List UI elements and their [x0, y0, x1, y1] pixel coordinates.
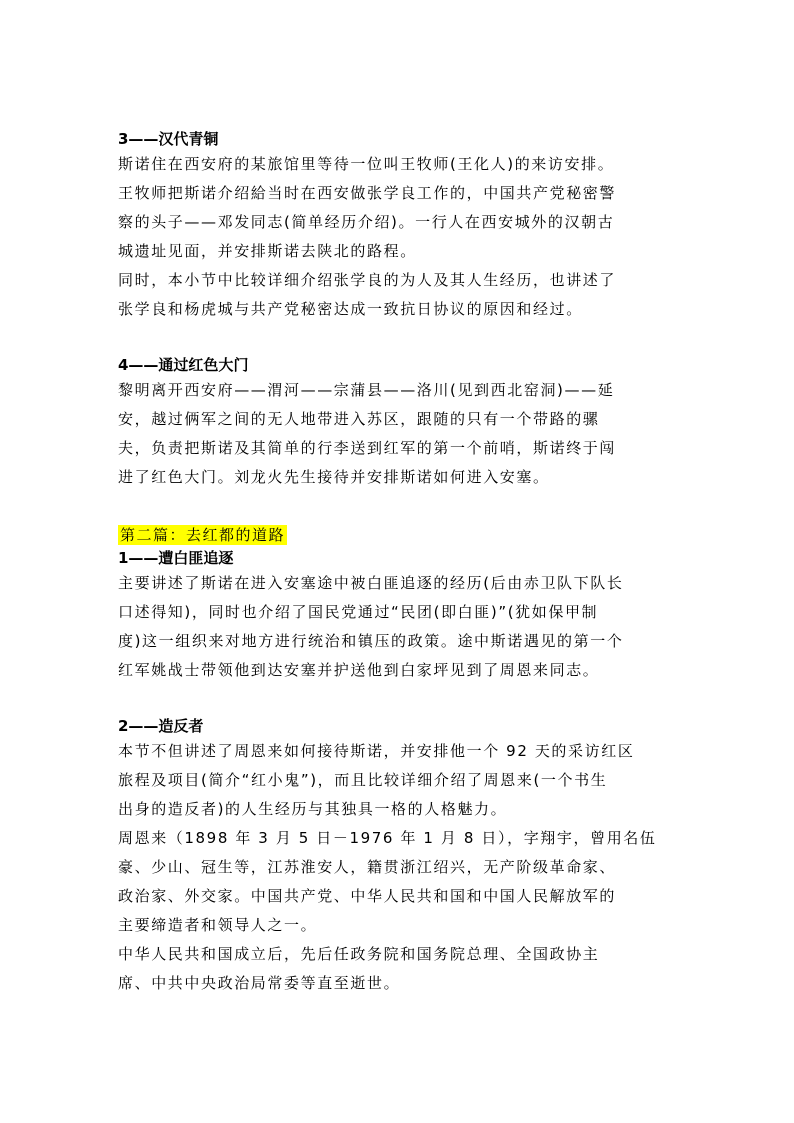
paragraph-line: 安，越过俩军之间的无人地带进入苏区，跟随的只有一个带路的骡: [118, 410, 600, 428]
paragraph-line: 席、中共中央政治局常委等直至逝世。: [118, 974, 401, 992]
paragraph-line: 斯诺住在西安府的某旅馆里等待一位叫王牧师(王化人)的来访安排。: [118, 155, 615, 173]
paragraph-line: 黎明离开西安府——渭河——宗蒲县——洛川(见到西北窑洞)——延: [118, 381, 615, 399]
paragraph-line: 张学良和杨虎城与共产党秘密达成一致抗日协议的原因和经过。: [118, 300, 583, 318]
paragraph-line: 周恩来（1898 年 3 月 5 日－1976 年 1 月 8 日），字翔宇，曾用名伍: [118, 829, 657, 847]
section-spacer: [118, 492, 678, 522]
paragraph-line: 同时，本小节中比较详细介绍张学良的为人及其人生经历，也讲述了: [118, 271, 617, 289]
section-heading: 4——通过红色大门: [118, 356, 249, 374]
part-title-row: [118, 525, 678, 547]
paragraph-line: 察的头子——邓发同志(简单经历介绍)。一行人在西安城外的汉朝古: [118, 213, 615, 231]
paragraph-line: 政治家、外交家。中国共产党、中华人民共和国和中国人民解放军的: [118, 887, 617, 905]
section-body: [118, 376, 678, 492]
paragraph-line: 红军姚战士带领他到达安塞并护送他到白家坪见到了周恩来同志。: [118, 661, 600, 679]
section-body: [118, 150, 678, 324]
paragraph-line: 夫，负责把斯诺及其简单的行李送到红军的第一个前哨，斯诺终于闯: [118, 439, 617, 457]
paragraph-line: 本节不但讲述了周恩来如何接待斯诺，并安排他一个 92 天的采访红区: [118, 742, 635, 760]
paragraph-line: 旅程及项目(简介“红小鬼”)，而且比较详细介绍了周恩来(一个书生: [118, 771, 608, 789]
section-body: [118, 737, 678, 998]
paragraph-line: 豪、少山、冠生等，江苏淮安人，籍贯浙江绍兴，无产阶级革命家、: [118, 858, 617, 876]
paragraph-line: 中华人民共和国成立后，先后任政务院和国务院总理、全国政协主: [118, 945, 600, 963]
section-body: [118, 569, 678, 685]
section-spacer: [118, 324, 678, 354]
paragraph-line: 出身的造反者)的人生经历与其独具一格的人格魅力。: [118, 800, 508, 818]
paragraph-line: 主要缔造者和领导人之一。: [118, 916, 318, 934]
section-heading: 1——遭白匪追逐: [118, 549, 234, 567]
paragraph-line: 城遗址见面，并安排斯诺去陕北的路程。: [118, 242, 417, 260]
paragraph-line: 口述得知)，同时也介绍了国民党通过“民团(即白匪)”(犹如保甲制: [118, 603, 599, 621]
paragraph-line: 度)这一组织来对地方进行统治和镇压的政策。途中斯诺遇见的第一个: [118, 632, 624, 650]
paragraph-line: 主要讲述了斯诺在进入安塞途中被白匪追逐的经历(后由赤卫队下队长: [118, 574, 624, 592]
section-heading: 3——汉代青铜: [118, 130, 219, 148]
paragraph-line: 进了红色大门。刘龙火先生接待并安排斯诺如何进入安塞。: [118, 468, 550, 486]
section-spacer: [118, 685, 678, 715]
section-heading: 2——造反者: [118, 717, 204, 735]
paragraph-line: 王牧师把斯诺介绍給当时在西安做张学良工作的，中国共产党秘密警: [118, 184, 617, 202]
part-title-highlight: 第二篇：去红都的道路: [120, 526, 286, 544]
document-page: [118, 128, 678, 998]
